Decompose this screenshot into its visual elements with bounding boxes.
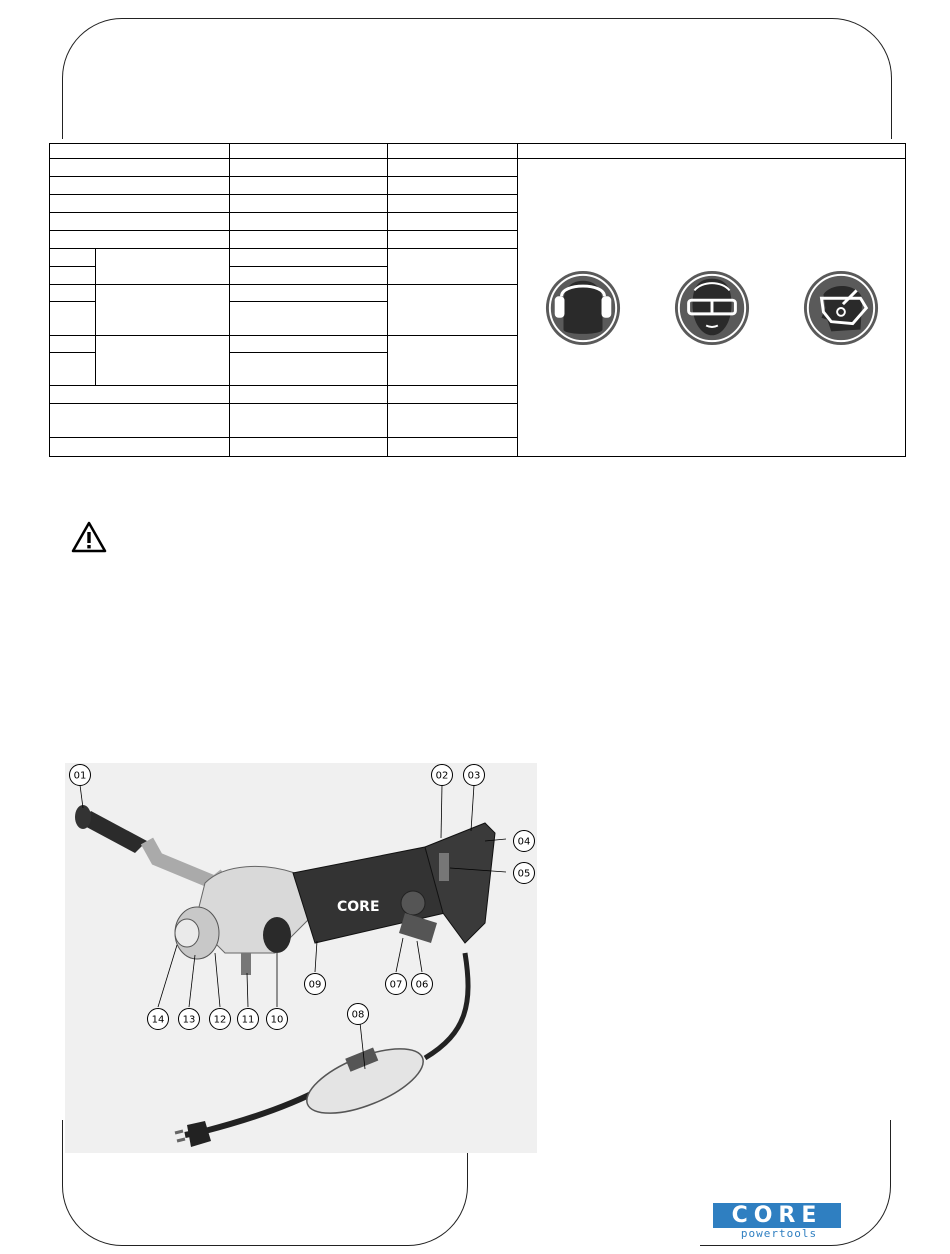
callout-02 bbox=[432, 765, 453, 786]
warning-icon bbox=[71, 520, 107, 554]
specifications-table bbox=[49, 143, 906, 457]
svg-text:13: 13 bbox=[182, 1014, 196, 1026]
svg-text:10: 10 bbox=[270, 1014, 284, 1026]
safety-icons-cell bbox=[518, 159, 906, 457]
callout-14 bbox=[148, 1009, 169, 1030]
callout-11 bbox=[238, 1009, 259, 1030]
callout-05 bbox=[514, 863, 535, 884]
svg-text:11: 11 bbox=[241, 1014, 255, 1026]
callout-03 bbox=[464, 765, 485, 786]
svg-text:03: 03 bbox=[467, 770, 481, 782]
svg-text:07: 07 bbox=[389, 979, 403, 991]
prcd-unit bbox=[299, 1036, 432, 1127]
callout-07 bbox=[386, 974, 407, 995]
logo-tagline: powertools bbox=[740, 1227, 818, 1240]
svg-text:05: 05 bbox=[517, 868, 531, 880]
svg-text:02: 02 bbox=[435, 770, 449, 782]
callout-08 bbox=[348, 1004, 369, 1025]
callout-01 bbox=[70, 765, 91, 786]
svg-text:09: 09 bbox=[308, 979, 322, 991]
callout-06 bbox=[412, 974, 433, 995]
callout-13 bbox=[179, 1009, 200, 1030]
eye-protection-icon bbox=[673, 269, 751, 347]
dust-mask-icon bbox=[802, 269, 880, 347]
page-frame-top bbox=[62, 18, 892, 139]
svg-text:01: 01 bbox=[73, 770, 87, 782]
logo-brand: CORE bbox=[713, 1203, 841, 1228]
svg-text:14: 14 bbox=[151, 1014, 165, 1026]
svg-text:04: 04 bbox=[517, 836, 531, 848]
drill-illustration bbox=[65, 763, 537, 1153]
svg-text:08: 08 bbox=[351, 1009, 365, 1021]
core-powertools-logo bbox=[713, 1203, 841, 1239]
callout-12 bbox=[210, 1009, 231, 1030]
callout-09 bbox=[305, 974, 326, 995]
svg-text:06: 06 bbox=[415, 979, 429, 991]
drill-diagram bbox=[65, 763, 537, 1153]
tool-brand-label: CORE bbox=[337, 899, 380, 915]
callout-10 bbox=[267, 1009, 288, 1030]
svg-text:12: 12 bbox=[213, 1014, 227, 1026]
ear-protection-icon bbox=[544, 269, 622, 347]
callout-04 bbox=[514, 831, 535, 852]
